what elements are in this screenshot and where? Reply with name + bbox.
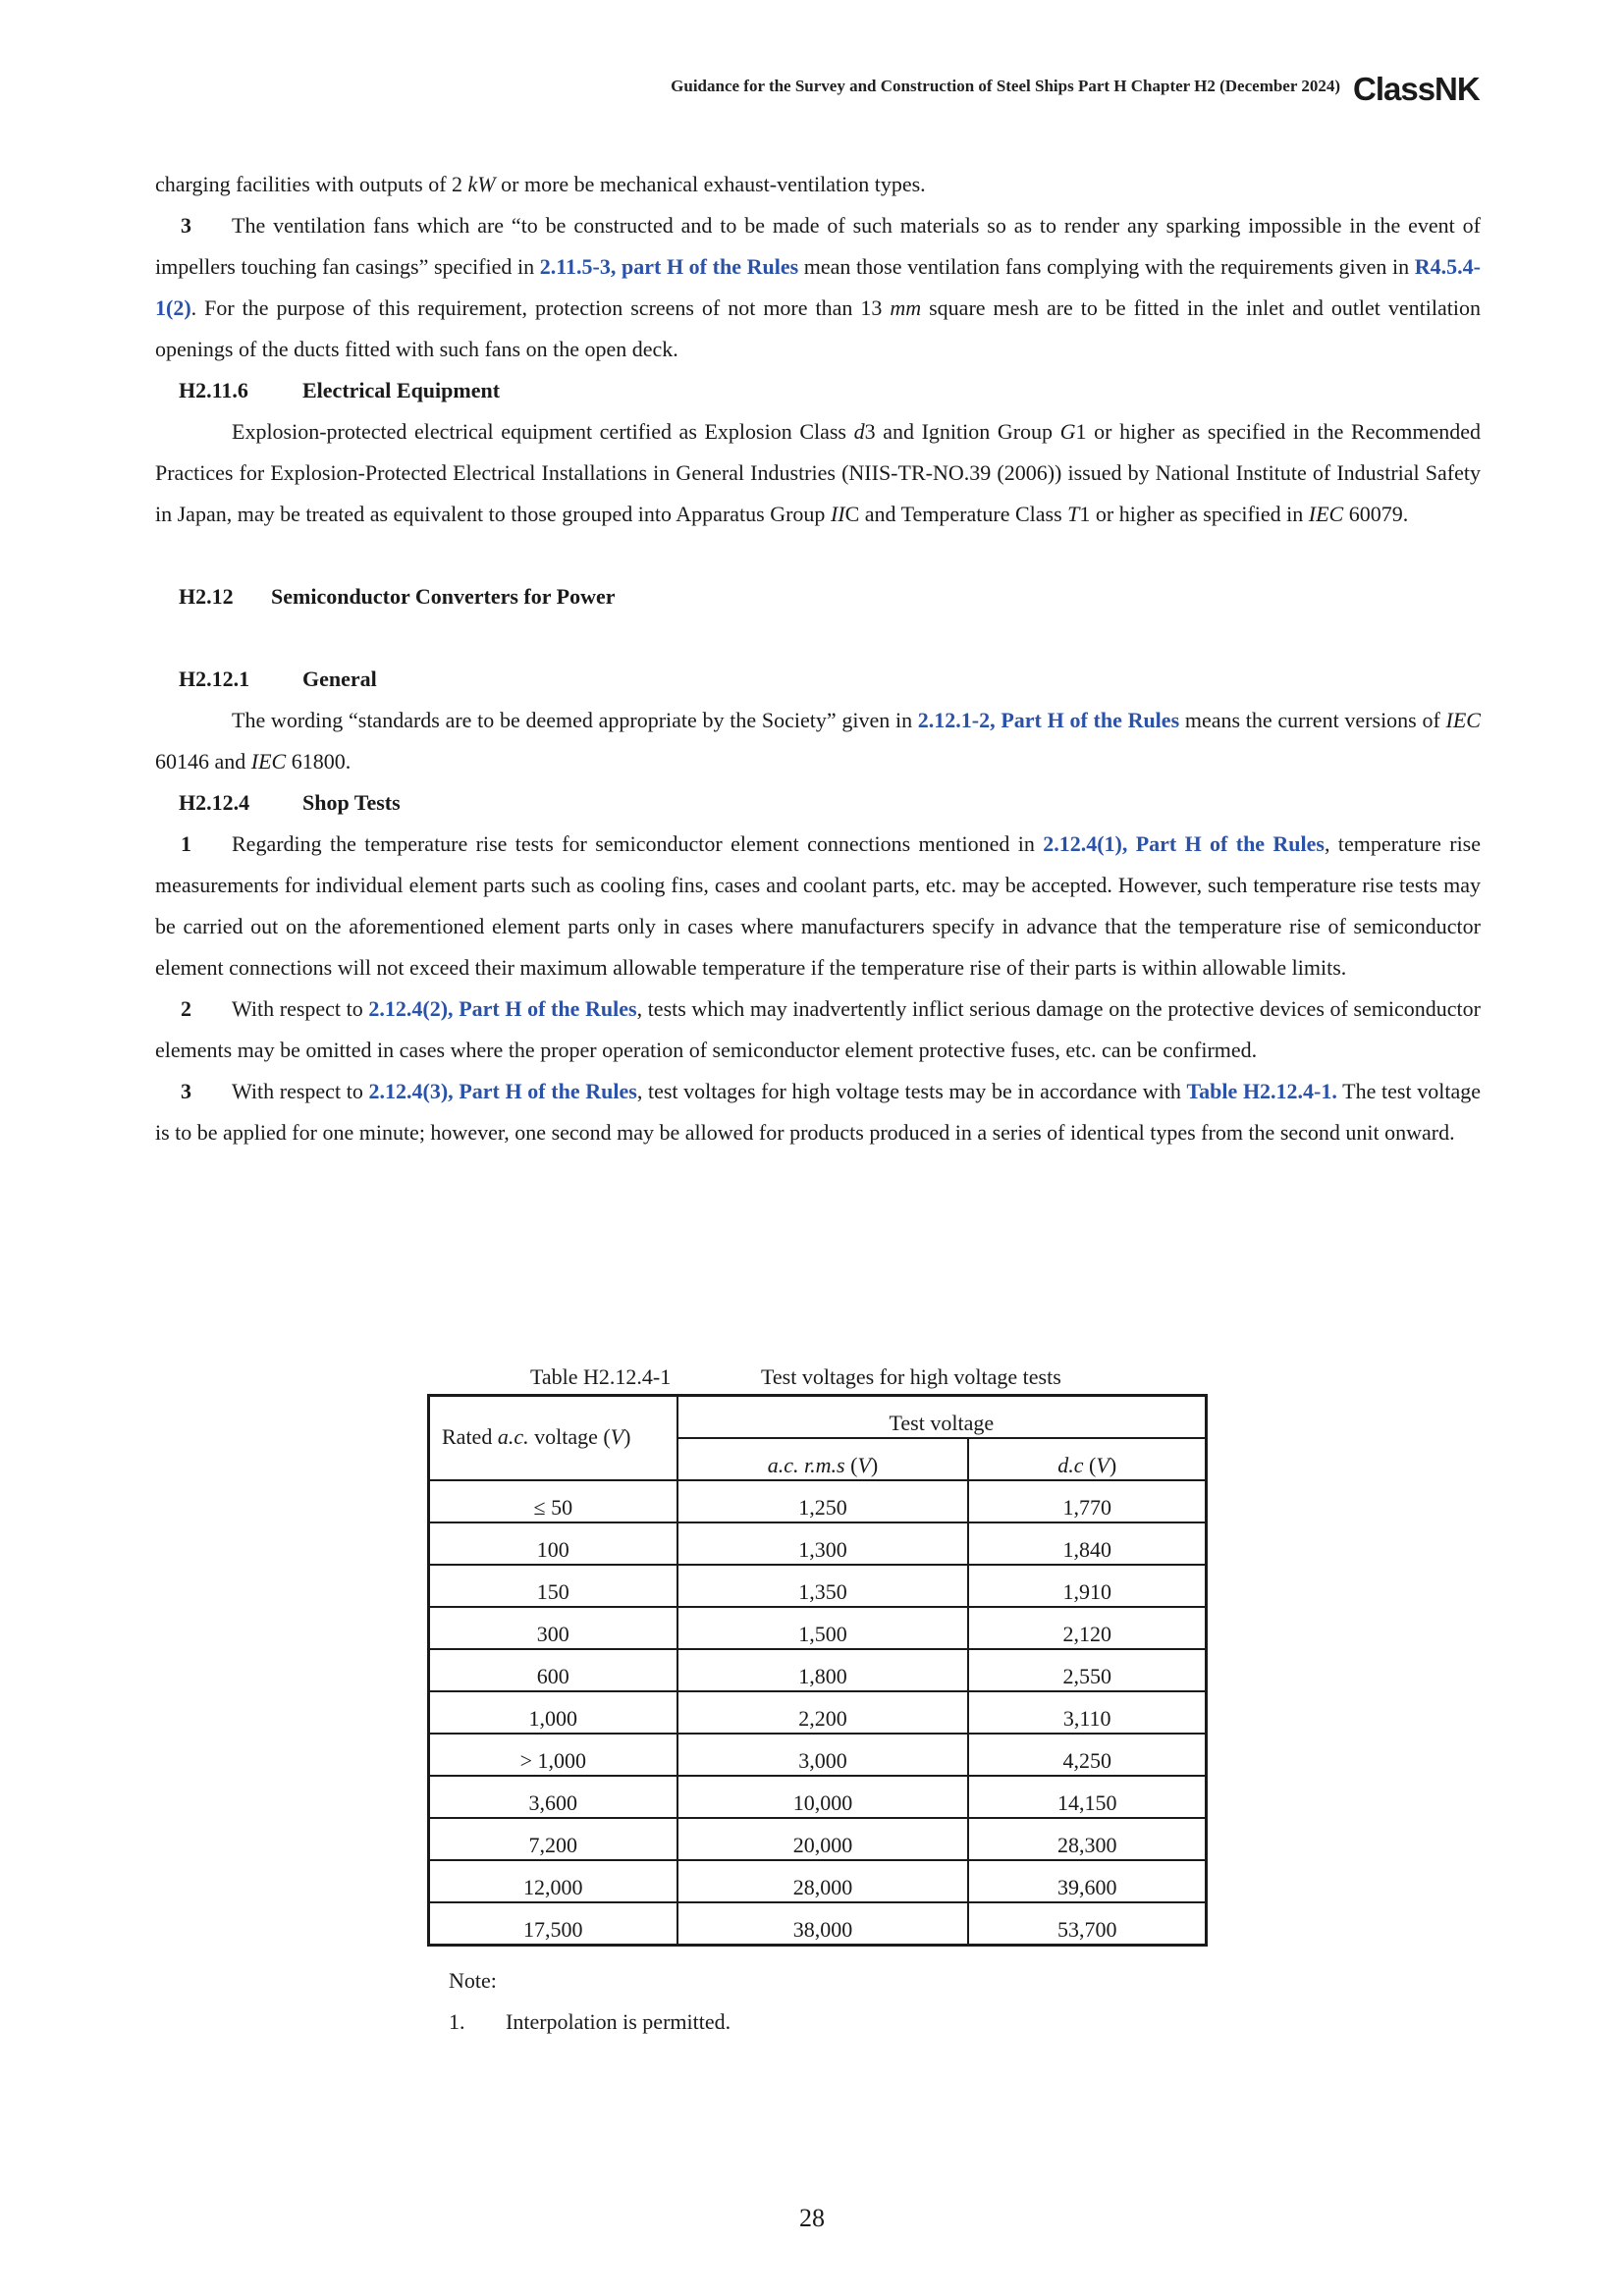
table-row [429, 1818, 1207, 1860]
paragraph-general: The wording “standards are to be deemed appropriate by the Society” given in 2.12.1-2, Part H of the Rules means the current versions of IEC 60146 and IEC 61800. [155, 708, 1481, 774]
column-header-ac-rms: a.c. r.m.s (V) [677, 1438, 969, 1480]
classnk-logo: ClassNK [1353, 71, 1480, 107]
cell-rated: 600 [429, 1649, 677, 1691]
table-caption-title: Test voltages for high voltage tests [761, 1364, 1061, 1389]
cell-dc: 1,770 [968, 1480, 1206, 1522]
table-row [429, 1565, 1207, 1607]
paragraph-2: 2 With respect to 2.12.4(2), Part H of the Rules, tests which may inadvertently inflict serious damage on the protective devices of semiconductor elements may be omitted in cases where the proper operation of semiconductor element protective fuses, etc. can be confirmed. [155, 988, 1481, 1071]
table-row [429, 1522, 1207, 1565]
table-note [427, 1960, 1211, 2043]
table-row [429, 1860, 1207, 1902]
test-voltage-table-block [427, 1364, 1211, 2043]
cell-dc: 2,550 [968, 1649, 1206, 1691]
cell-dc: 2,120 [968, 1607, 1206, 1649]
cell-dc: 4,250 [968, 1734, 1206, 1776]
section-heading-h2-12-4: H2.12.4 Shop Tests [179, 790, 401, 815]
paragraph-1: 1 Regarding the temperature rise tests for semiconductor element connections mentioned in 2.12.4(1), Part H of the Rules, temperature rise measurements for individual element parts such as cooling fins, cases and coolant parts, etc. may be accepted. However, such temperature rise tests may be carried out on the aforementioned element parts only in cases where manufacturers specify in advance that the temperature rise of semiconductor element connections will not exceed their maximum allowable temperature if the temperature rise of their parts is within allowable limits. [155, 824, 1481, 988]
paragraph-electrical-equipment: Explosion-protected electrical equipment certified as Explosion Class d3 and Ignition Group G1 or higher as specified in the Recommended Practices for Explosion-Protected Electrical Installations in General Industries (NIIS-TR-NO.39 (2006)) issued by National Institute of Industrial Safety in Japan, may be treated as equivalent to those grouped into Apparatus Group IIC and Temperature Class T1 or higher as specified in IEC 60079. [155, 419, 1481, 526]
table-row [429, 1902, 1207, 1946]
section-heading-h2-12-1: H2.12.1 General [179, 667, 377, 691]
table-row [429, 1734, 1207, 1776]
cell-ac: 10,000 [677, 1776, 969, 1818]
paragraph-number: 3 [181, 1079, 191, 1103]
cell-dc: 28,300 [968, 1818, 1206, 1860]
table-row [429, 1776, 1207, 1818]
cell-rated: > 1,000 [429, 1734, 677, 1776]
paragraph-number: 2 [181, 996, 191, 1021]
rule-reference-link[interactable]: R4.5.4-1(2) [155, 254, 1482, 320]
page-number: 28 [799, 2204, 825, 2232]
cell-rated: 300 [429, 1607, 677, 1649]
cell-rated: 12,000 [429, 1860, 677, 1902]
paragraph-continued: charging facilities with outputs of 2 kW or more be mechanical exhaust-ventilation types. [155, 172, 926, 196]
cell-ac: 2,200 [677, 1691, 969, 1734]
table-caption [427, 1364, 1211, 1394]
cell-dc: 1,840 [968, 1522, 1206, 1565]
note-item: 1. Interpolation is permitted. [449, 2009, 731, 2034]
column-header-rated-voltage: Rated a.c. voltage (V) [429, 1396, 677, 1481]
cell-dc: 1,910 [968, 1565, 1206, 1607]
cell-dc: 14,150 [968, 1776, 1206, 1818]
note-label: Note: [449, 1968, 497, 1993]
rule-reference-link[interactable]: 2.11.5-3, part H of the Rules [539, 254, 799, 279]
paragraph-number: 1 [181, 831, 191, 856]
cell-ac: 3,000 [677, 1734, 969, 1776]
cell-ac: 1,500 [677, 1607, 969, 1649]
table-caption-id: Table H2.12.4-1 [530, 1364, 672, 1389]
cell-ac: 1,800 [677, 1649, 969, 1691]
cell-rated: ≤ 50 [429, 1480, 677, 1522]
cell-dc: 39,600 [968, 1860, 1206, 1902]
table-row [429, 1691, 1207, 1734]
cell-rated: 3,600 [429, 1776, 677, 1818]
table-row [429, 1649, 1207, 1691]
rule-reference-link[interactable]: 2.12.4(3), Part H of the Rules [368, 1079, 637, 1103]
table-header-row [429, 1396, 1207, 1439]
cell-rated: 1,000 [429, 1691, 677, 1734]
document-body [155, 164, 1481, 1153]
section-heading-h2-11-6: H2.11.6 Electrical Equipment [179, 378, 501, 402]
cell-rated: 17,500 [429, 1902, 677, 1946]
cell-rated: 7,200 [429, 1818, 677, 1860]
column-header-dc: d.c (V) [968, 1438, 1206, 1480]
rule-reference-link[interactable]: 2.12.1-2, Part H of the Rules [917, 708, 1180, 732]
rule-reference-link[interactable]: 2.12.4(1), Part H of the Rules [1043, 831, 1325, 856]
cell-rated: 150 [429, 1565, 677, 1607]
cell-ac: 28,000 [677, 1860, 969, 1902]
cell-ac: 1,350 [677, 1565, 969, 1607]
table-row [429, 1480, 1207, 1522]
cell-dc: 3,110 [968, 1691, 1206, 1734]
cell-ac: 1,250 [677, 1480, 969, 1522]
cell-ac: 38,000 [677, 1902, 969, 1946]
table-reference-link[interactable]: Table H2.12.4-1. [1186, 1079, 1337, 1103]
paragraph-3: 3 The ventilation fans which are “to be constructed and to be made of such materials so as to render any sparking impossible in the event of impellers touching fan casings” specified in 2.11.5-3, part H of the Rules mean those ventilation fans complying with the requirements given in R4.5.4-1(2). For the purpose of this requirement, protection screens of not more than 13 mm square mesh are to be fitted in the inlet and outlet ventilation openings of the ducts fitted with such fans on the open deck. [155, 205, 1481, 370]
cell-dc: 53,700 [968, 1902, 1206, 1946]
cell-ac: 1,300 [677, 1522, 969, 1565]
test-voltage-table [427, 1394, 1208, 1947]
table-row [429, 1607, 1207, 1649]
running-header: Guidance for the Survey and Construction of Steel Ships Part H Chapter H2 (December 2024) [671, 77, 1340, 95]
cell-rated: 100 [429, 1522, 677, 1565]
paragraph-3b: 3 With respect to 2.12.4(3), Part H of the Rules, test voltages for high voltage tests may be in accordance with Table H2.12.4-1. The test voltage is to be applied for one minute; however, one second may be allowed for products produced in a series of identical types from the second unit onward. [155, 1071, 1481, 1153]
cell-ac: 20,000 [677, 1818, 969, 1860]
rule-reference-link[interactable]: 2.12.4(2), Part H of the Rules [368, 996, 637, 1021]
section-heading-h2-12: H2.12 Semiconductor Converters for Power [179, 584, 616, 609]
paragraph-number: 3 [181, 213, 191, 238]
column-group-header-test-voltage: Test voltage [677, 1396, 1207, 1439]
